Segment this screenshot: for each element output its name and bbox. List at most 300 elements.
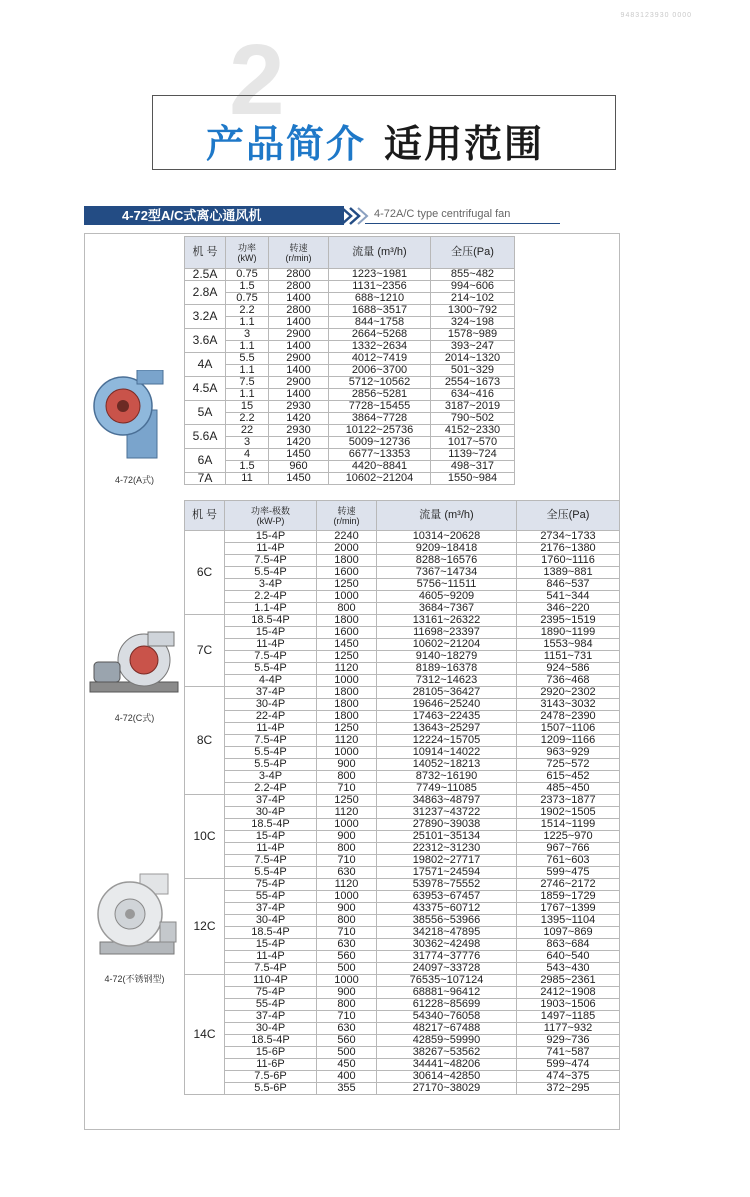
cell-pressure: 1890~1199 bbox=[517, 627, 620, 639]
cell-power: 11 bbox=[226, 473, 269, 485]
cell-power: 55-4P bbox=[225, 999, 317, 1011]
cell-power: 18.5-4P bbox=[225, 1035, 317, 1047]
cell-pressure: 599~474 bbox=[517, 1059, 620, 1071]
cell-power: 18.5-4P bbox=[225, 819, 317, 831]
cell-pressure: 967~766 bbox=[517, 843, 620, 855]
cell-pressure: 2014~1320 bbox=[431, 353, 515, 365]
header-speed-unit: (r/min) bbox=[333, 515, 360, 526]
section-bar-subtitle: 4-72A/C type centrifugal fan bbox=[374, 208, 511, 220]
cell-pressure: 214~102 bbox=[431, 293, 515, 305]
cell-power: 5.5 bbox=[226, 353, 269, 365]
cell-flow: 76535~107124 bbox=[377, 975, 517, 987]
table-row bbox=[185, 449, 515, 461]
table-row bbox=[185, 663, 620, 675]
cell-power: 11-4P bbox=[225, 543, 317, 555]
cell-flow: 38556~53966 bbox=[377, 915, 517, 927]
header-flow: 流量 (m³/h) bbox=[329, 237, 431, 269]
cell-flow: 688~1210 bbox=[329, 293, 431, 305]
table-row bbox=[185, 879, 620, 891]
cell-speed: 1450 bbox=[269, 449, 329, 461]
cell-flow: 2006~3700 bbox=[329, 365, 431, 377]
cell-pressure: 4152~2330 bbox=[431, 425, 515, 437]
cell-speed: 1800 bbox=[317, 555, 377, 567]
cell-speed: 1250 bbox=[317, 651, 377, 663]
cell-speed: 1250 bbox=[317, 579, 377, 591]
cell-speed: 1400 bbox=[269, 341, 329, 353]
cell-power: 75-4P bbox=[225, 987, 317, 999]
table-row bbox=[185, 627, 620, 639]
caption-a-type: 4-72(A式) bbox=[114, 475, 154, 485]
cell-speed: 900 bbox=[317, 831, 377, 843]
cell-power: 15-6P bbox=[225, 1047, 317, 1059]
table-row bbox=[185, 927, 620, 939]
table-row bbox=[185, 567, 620, 579]
cell-speed: 1000 bbox=[317, 819, 377, 831]
cell-flow: 63953~67457 bbox=[377, 891, 517, 903]
cell-pressure: 929~736 bbox=[517, 1035, 620, 1047]
cell-power: 4 bbox=[226, 449, 269, 461]
cell-speed: 1450 bbox=[269, 473, 329, 485]
bar-underline bbox=[365, 223, 560, 224]
cell-power: 5.5-4P bbox=[225, 759, 317, 771]
cell-flow: 3864~7728 bbox=[329, 413, 431, 425]
table-row bbox=[185, 795, 620, 807]
cell-pressure: 599~475 bbox=[517, 867, 620, 879]
cell-power: 3 bbox=[226, 437, 269, 449]
cell-flow: 61228~85699 bbox=[377, 999, 517, 1011]
table-row bbox=[185, 591, 620, 603]
cell-flow: 10602~21204 bbox=[329, 473, 431, 485]
cell-power: 0.75 bbox=[226, 293, 269, 305]
table-row bbox=[185, 939, 620, 951]
cell-power: 1.5 bbox=[226, 461, 269, 473]
cell-pressure: 541~344 bbox=[517, 591, 620, 603]
table-a-header bbox=[185, 237, 515, 269]
cell-speed: 1000 bbox=[317, 675, 377, 687]
cell-power: 37-4P bbox=[225, 903, 317, 915]
table-row bbox=[185, 747, 620, 759]
cell-machine-no: 4.5A bbox=[185, 377, 226, 401]
table-row bbox=[185, 353, 515, 365]
cell-power: 1.1 bbox=[226, 365, 269, 377]
table-row bbox=[185, 771, 620, 783]
cell-speed: 500 bbox=[317, 963, 377, 975]
table-c-header bbox=[185, 501, 620, 531]
cell-pressure: 1902~1505 bbox=[517, 807, 620, 819]
table-row bbox=[185, 1011, 620, 1023]
cell-speed: 1120 bbox=[317, 663, 377, 675]
cell-power: 1.5 bbox=[226, 281, 269, 293]
cell-machine-no: 14C bbox=[185, 975, 225, 1095]
cell-machine-no: 6A bbox=[185, 449, 226, 473]
cell-machine-no: 6C bbox=[185, 531, 225, 615]
cell-speed: 1120 bbox=[317, 807, 377, 819]
cell-speed: 2900 bbox=[269, 377, 329, 389]
table-row bbox=[185, 903, 620, 915]
title-part-2: 适用范围 bbox=[384, 122, 545, 166]
table-row bbox=[185, 819, 620, 831]
cell-speed: 400 bbox=[317, 1071, 377, 1083]
cell-speed: 1250 bbox=[317, 723, 377, 735]
cell-pressure: 863~684 bbox=[517, 939, 620, 951]
cell-power: 7.5-4P bbox=[225, 855, 317, 867]
cell-pressure: 2176~1380 bbox=[517, 543, 620, 555]
cell-flow: 1131~2356 bbox=[329, 281, 431, 293]
cell-flow: 9209~18418 bbox=[377, 543, 517, 555]
table-row bbox=[185, 579, 620, 591]
cell-speed: 1800 bbox=[317, 711, 377, 723]
fan-c-type-icon bbox=[88, 630, 180, 700]
header-speed-unit: (r/min) bbox=[285, 252, 312, 263]
cell-flow: 34441~48206 bbox=[377, 1059, 517, 1071]
table-row bbox=[185, 999, 620, 1011]
cell-flow: 28105~36427 bbox=[377, 687, 517, 699]
cell-pressure: 2373~1877 bbox=[517, 795, 620, 807]
cell-pressure: 1209~1166 bbox=[517, 735, 620, 747]
cell-machine-no: 8C bbox=[185, 687, 225, 795]
cell-flow: 68881~96412 bbox=[377, 987, 517, 999]
table-row bbox=[185, 317, 515, 329]
cell-pressure: 2920~2302 bbox=[517, 687, 620, 699]
cell-speed: 1120 bbox=[317, 879, 377, 891]
cell-speed: 630 bbox=[317, 939, 377, 951]
header-power-poles-unit: (kW-P) bbox=[256, 515, 285, 526]
cell-power: 2.2-4P bbox=[225, 783, 317, 795]
header-machine-no: 机 号 bbox=[185, 501, 225, 531]
cell-power: 15-4P bbox=[225, 531, 317, 543]
table-row bbox=[185, 1059, 620, 1071]
cell-flow: 12224~15705 bbox=[377, 735, 517, 747]
cell-power: 5.5-6P bbox=[225, 1083, 317, 1095]
cell-power: 30-4P bbox=[225, 807, 317, 819]
header-power-poles-label: 功率-极数 bbox=[251, 505, 290, 516]
header-pressure: 全压(Pa) bbox=[517, 501, 620, 531]
cell-power: 11-4P bbox=[225, 723, 317, 735]
table-row bbox=[185, 735, 620, 747]
cell-flow: 9140~18279 bbox=[377, 651, 517, 663]
cell-flow: 22312~31230 bbox=[377, 843, 517, 855]
cell-flow: 8732~16190 bbox=[377, 771, 517, 783]
cell-power: 37-4P bbox=[225, 795, 317, 807]
cell-flow: 4420~8841 bbox=[329, 461, 431, 473]
table-row bbox=[185, 687, 620, 699]
cell-power: 3-4P bbox=[225, 771, 317, 783]
header-speed bbox=[317, 501, 377, 531]
cell-power: 1.1-4P bbox=[225, 603, 317, 615]
cell-flow: 10122~25736 bbox=[329, 425, 431, 437]
cell-power: 11-4P bbox=[225, 639, 317, 651]
cell-pressure: 924~586 bbox=[517, 663, 620, 675]
cell-speed: 2800 bbox=[269, 281, 329, 293]
cell-speed: 710 bbox=[317, 855, 377, 867]
cell-pressure: 346~220 bbox=[517, 603, 620, 615]
cell-speed: 800 bbox=[317, 843, 377, 855]
cell-power: 30-4P bbox=[225, 1023, 317, 1035]
cell-speed: 1000 bbox=[317, 975, 377, 987]
cell-speed: 900 bbox=[317, 987, 377, 999]
cell-speed: 630 bbox=[317, 867, 377, 879]
cell-flow: 8189~16378 bbox=[377, 663, 517, 675]
cell-power: 0.75 bbox=[226, 269, 269, 281]
table-row bbox=[185, 699, 620, 711]
cell-pressure: 1097~869 bbox=[517, 927, 620, 939]
cell-speed: 960 bbox=[269, 461, 329, 473]
cell-power: 15 bbox=[226, 401, 269, 413]
cell-pressure: 736~468 bbox=[517, 675, 620, 687]
header-speed bbox=[269, 237, 329, 269]
cell-speed: 2800 bbox=[269, 269, 329, 281]
cell-power: 5.5-4P bbox=[225, 867, 317, 879]
cell-pressure: 324~198 bbox=[431, 317, 515, 329]
header-power-poles bbox=[225, 501, 317, 531]
cell-power: 22-4P bbox=[225, 711, 317, 723]
cell-flow: 5009~12736 bbox=[329, 437, 431, 449]
cell-flow: 17571~24594 bbox=[377, 867, 517, 879]
cell-pressure: 1395~1104 bbox=[517, 915, 620, 927]
cell-flow: 2856~5281 bbox=[329, 389, 431, 401]
cell-power: 7.5-4P bbox=[225, 735, 317, 747]
table-row bbox=[185, 401, 515, 413]
cell-pressure: 2734~1733 bbox=[517, 531, 620, 543]
cell-pressure: 640~540 bbox=[517, 951, 620, 963]
cell-machine-no: 7A bbox=[185, 473, 226, 485]
cell-pressure: 963~929 bbox=[517, 747, 620, 759]
cell-flow: 24097~33728 bbox=[377, 963, 517, 975]
table-row bbox=[185, 867, 620, 879]
cell-flow: 27890~39038 bbox=[377, 819, 517, 831]
cell-machine-no: 5.6A bbox=[185, 425, 226, 449]
cell-flow: 13161~26322 bbox=[377, 615, 517, 627]
table-row bbox=[185, 329, 515, 341]
cell-speed: 710 bbox=[317, 783, 377, 795]
fan-stainless-icon bbox=[90, 872, 180, 962]
cell-power: 11-6P bbox=[225, 1059, 317, 1071]
cell-flow: 19646~25240 bbox=[377, 699, 517, 711]
cell-speed: 1400 bbox=[269, 317, 329, 329]
cell-power: 1.1 bbox=[226, 389, 269, 401]
table-row bbox=[185, 1071, 620, 1083]
section-bar-label: 4-72型A/C式离心通风机 bbox=[84, 206, 344, 225]
title-part-1: 产品简介 bbox=[205, 122, 366, 166]
table-row bbox=[185, 473, 515, 485]
cell-power: 3-4P bbox=[225, 579, 317, 591]
cell-speed: 1400 bbox=[269, 365, 329, 377]
table-row bbox=[185, 425, 515, 437]
section-number: 2 bbox=[229, 24, 285, 136]
table-row bbox=[185, 711, 620, 723]
cell-pressure: 725~572 bbox=[517, 759, 620, 771]
table-row bbox=[185, 915, 620, 927]
cell-power: 5.5-4P bbox=[225, 747, 317, 759]
cell-speed: 1800 bbox=[317, 687, 377, 699]
cell-flow: 1332~2634 bbox=[329, 341, 431, 353]
table-row bbox=[185, 269, 515, 281]
cell-flow: 4012~7419 bbox=[329, 353, 431, 365]
cell-pressure: 1177~932 bbox=[517, 1023, 620, 1035]
header-machine-no: 机 号 bbox=[185, 237, 226, 269]
table-row bbox=[185, 377, 515, 389]
cell-flow: 4605~9209 bbox=[377, 591, 517, 603]
table-row bbox=[185, 389, 515, 401]
cell-speed: 2930 bbox=[269, 425, 329, 437]
cell-power: 2.2 bbox=[226, 305, 269, 317]
cell-speed: 2930 bbox=[269, 401, 329, 413]
cell-speed: 1250 bbox=[317, 795, 377, 807]
cell-pressure: 1767~1399 bbox=[517, 903, 620, 915]
cell-speed: 500 bbox=[317, 1047, 377, 1059]
cell-power: 3 bbox=[226, 329, 269, 341]
table-row bbox=[185, 413, 515, 425]
header-speed-label: 转速 bbox=[289, 242, 308, 253]
table-row bbox=[185, 1035, 620, 1047]
cell-flow: 30362~42498 bbox=[377, 939, 517, 951]
cell-pressure: 3187~2019 bbox=[431, 401, 515, 413]
cell-speed: 1600 bbox=[317, 567, 377, 579]
cell-pressure: 1514~1199 bbox=[517, 819, 620, 831]
table-c-type bbox=[184, 500, 620, 1095]
cell-flow: 42859~59990 bbox=[377, 1035, 517, 1047]
cell-power: 15-4P bbox=[225, 939, 317, 951]
cell-flow: 10314~20628 bbox=[377, 531, 517, 543]
cell-pressure: 2412~1908 bbox=[517, 987, 620, 999]
cell-pressure: 761~603 bbox=[517, 855, 620, 867]
cell-pressure: 2478~2390 bbox=[517, 711, 620, 723]
header-flow: 流量 (m³/h) bbox=[377, 501, 517, 531]
cell-pressure: 2746~2172 bbox=[517, 879, 620, 891]
table-row bbox=[185, 987, 620, 999]
cell-flow: 38267~53562 bbox=[377, 1047, 517, 1059]
cell-speed: 2000 bbox=[317, 543, 377, 555]
cell-speed: 1420 bbox=[269, 413, 329, 425]
cell-machine-no: 5A bbox=[185, 401, 226, 425]
cell-flow: 31774~37776 bbox=[377, 951, 517, 963]
cell-pressure: 2395~1519 bbox=[517, 615, 620, 627]
cell-flow: 17463~22435 bbox=[377, 711, 517, 723]
cell-pressure: 1507~1106 bbox=[517, 723, 620, 735]
cell-speed: 560 bbox=[317, 1035, 377, 1047]
cell-flow: 34218~47895 bbox=[377, 927, 517, 939]
cell-pressure: 790~502 bbox=[431, 413, 515, 425]
cell-power: 15-4P bbox=[225, 831, 317, 843]
cell-pressure: 1017~570 bbox=[431, 437, 515, 449]
cell-pressure: 634~416 bbox=[431, 389, 515, 401]
cell-power: 18.5-4P bbox=[225, 615, 317, 627]
cell-speed: 900 bbox=[317, 759, 377, 771]
cell-speed: 1450 bbox=[317, 639, 377, 651]
cell-pressure: 1859~1729 bbox=[517, 891, 620, 903]
cell-speed: 1000 bbox=[317, 591, 377, 603]
cell-flow: 48217~67488 bbox=[377, 1023, 517, 1035]
table-row bbox=[185, 783, 620, 795]
cell-pressure: 1578~989 bbox=[431, 329, 515, 341]
cell-power: 37-4P bbox=[225, 687, 317, 699]
cell-pressure: 2985~2361 bbox=[517, 975, 620, 987]
table-row bbox=[185, 975, 620, 987]
cell-flow: 7749~11085 bbox=[377, 783, 517, 795]
table-row bbox=[185, 951, 620, 963]
cell-pressure: 846~537 bbox=[517, 579, 620, 591]
table-row bbox=[185, 723, 620, 735]
watermark-text: 9483123930 0000 bbox=[620, 12, 692, 19]
cell-speed: 2900 bbox=[269, 329, 329, 341]
caption-stainless-type: 4-72(不锈钢型) bbox=[104, 974, 165, 984]
table-row bbox=[185, 651, 620, 663]
cell-machine-no: 7C bbox=[185, 615, 225, 687]
cell-pressure: 855~482 bbox=[431, 269, 515, 281]
header-speed-label: 转速 bbox=[337, 505, 356, 516]
table-row bbox=[185, 293, 515, 305]
cell-flow: 1688~3517 bbox=[329, 305, 431, 317]
table-row bbox=[185, 831, 620, 843]
table-a-type bbox=[184, 236, 515, 485]
cell-power: 37-4P bbox=[225, 1011, 317, 1023]
table-row bbox=[185, 891, 620, 903]
cell-speed: 560 bbox=[317, 951, 377, 963]
cell-pressure: 393~247 bbox=[431, 341, 515, 353]
cell-power: 55-4P bbox=[225, 891, 317, 903]
table-row bbox=[185, 555, 620, 567]
table-row bbox=[185, 1083, 620, 1095]
cell-flow: 54340~76058 bbox=[377, 1011, 517, 1023]
header-power-label: 功率 bbox=[237, 242, 256, 253]
cell-speed: 1120 bbox=[317, 735, 377, 747]
cell-flow: 27170~38029 bbox=[377, 1083, 517, 1095]
cell-power: 7.5-4P bbox=[225, 555, 317, 567]
cell-power: 1.1 bbox=[226, 317, 269, 329]
cell-speed: 1600 bbox=[317, 627, 377, 639]
cell-flow: 2664~5268 bbox=[329, 329, 431, 341]
cell-speed: 1800 bbox=[317, 615, 377, 627]
cell-flow: 3684~7367 bbox=[377, 603, 517, 615]
table-row bbox=[185, 639, 620, 651]
header-power bbox=[226, 237, 269, 269]
table-row bbox=[185, 437, 515, 449]
cell-speed: 1400 bbox=[269, 389, 329, 401]
cell-flow: 43375~60712 bbox=[377, 903, 517, 915]
cell-machine-no: 2.5A bbox=[185, 269, 226, 281]
cell-power: 22 bbox=[226, 425, 269, 437]
cell-power: 75-4P bbox=[225, 879, 317, 891]
fan-a-type-icon bbox=[93, 370, 175, 460]
cell-pressure: 1300~792 bbox=[431, 305, 515, 317]
cell-power: 2.2 bbox=[226, 413, 269, 425]
cell-power: 11-4P bbox=[225, 843, 317, 855]
table-row bbox=[185, 341, 515, 353]
table-row bbox=[185, 281, 515, 293]
cell-flow: 5712~10562 bbox=[329, 377, 431, 389]
cell-speed: 800 bbox=[317, 915, 377, 927]
cell-speed: 800 bbox=[317, 603, 377, 615]
cell-pressure: 1553~984 bbox=[517, 639, 620, 651]
cell-power: 30-4P bbox=[225, 915, 317, 927]
cell-flow: 8288~16576 bbox=[377, 555, 517, 567]
cell-speed: 355 bbox=[317, 1083, 377, 1095]
table-row bbox=[185, 759, 620, 771]
cell-flow: 10602~21204 bbox=[377, 639, 517, 651]
cell-flow: 7312~14623 bbox=[377, 675, 517, 687]
cell-speed: 1800 bbox=[317, 699, 377, 711]
header-power-unit: (kW) bbox=[237, 252, 257, 263]
cell-flow: 14052~18213 bbox=[377, 759, 517, 771]
header-pressure: 全压(Pa) bbox=[431, 237, 515, 269]
cell-flow: 6677~13353 bbox=[329, 449, 431, 461]
table-row bbox=[185, 365, 515, 377]
cell-pressure: 474~375 bbox=[517, 1071, 620, 1083]
cell-pressure: 543~430 bbox=[517, 963, 620, 975]
cell-machine-no: 4A bbox=[185, 353, 226, 377]
table-row bbox=[185, 843, 620, 855]
cell-flow: 5756~11511 bbox=[377, 579, 517, 591]
